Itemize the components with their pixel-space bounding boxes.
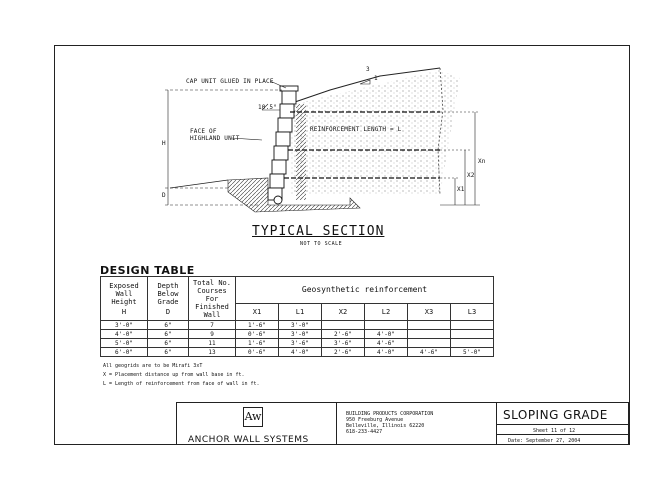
table-cell: 5'-0" xyxy=(101,339,148,348)
dim-x2-label: X2 xyxy=(467,172,475,179)
table-cell: 13 xyxy=(189,348,236,357)
col-x2: X2 xyxy=(322,304,365,321)
table-cell: 4'-6" xyxy=(408,348,451,357)
section-title: TYPICAL SECTION xyxy=(252,224,385,239)
drawing-title: SLOPING GRADE xyxy=(503,408,608,422)
address-line: Belleville, Illinois 62220 xyxy=(346,423,425,429)
col-total-courses: Total No. Courses For Finished Wall xyxy=(189,277,236,321)
table-cell: 3'-6" xyxy=(279,339,322,348)
table-cell: 0'-6" xyxy=(236,348,279,357)
table-cell: 3'-6" xyxy=(322,339,365,348)
design-table-title: DESIGN TABLE xyxy=(100,264,195,277)
table-cell: 1'-6" xyxy=(236,321,279,330)
table-cell: 1'-6" xyxy=(236,339,279,348)
table-cell: 3'-0" xyxy=(279,330,322,339)
slope-ratio-top: 1 xyxy=(374,75,378,82)
col-l2: L2 xyxy=(365,304,408,321)
table-cell: 6" xyxy=(148,321,189,330)
note-line: All geogrids are to be Mirafi 3xT xyxy=(103,363,203,369)
col-exposed-height-label: Exposed Wall Height xyxy=(109,281,139,306)
table-cell: 4'-0" xyxy=(365,348,408,357)
drawing-date: Date: September 27, 2004 xyxy=(508,438,581,444)
col-l1: L1 xyxy=(279,304,322,321)
company-name: ANCHOR WALL SYSTEMS xyxy=(188,435,309,445)
col-x3: X3 xyxy=(408,304,451,321)
table-cell: 2'-6" xyxy=(322,330,365,339)
table-cell: 11 xyxy=(189,339,236,348)
anchor-logo-icon: Aw xyxy=(243,407,263,427)
table-cell: 4'-0" xyxy=(279,348,322,357)
cap-unit-label: CAP UNIT GLUED IN PLACE xyxy=(186,78,274,85)
batter-angle-label: 10.5° xyxy=(258,104,278,111)
company-address xyxy=(346,411,433,435)
reinforcement-length-label: REINFORCEMENT LENGTH = L xyxy=(310,126,402,133)
table-cell: 4'-6" xyxy=(365,339,408,348)
table-cell: 3'-0" xyxy=(101,321,148,330)
table-cell: 3'-0" xyxy=(279,321,322,330)
table-cell: 2'-6" xyxy=(322,348,365,357)
table-cell: 9 xyxy=(189,330,236,339)
dim-d-label: D xyxy=(162,192,166,199)
col-x1: X1 xyxy=(236,304,279,321)
table-cell: 6" xyxy=(148,330,189,339)
table-cell: 4'-0" xyxy=(101,330,148,339)
col-geosynthetic: Geosynthetic reinforcement xyxy=(236,277,494,304)
table-cell: 6" xyxy=(148,339,189,348)
dim-h-label: H xyxy=(162,140,166,147)
dim-x1-label: X1 xyxy=(457,186,465,193)
table-cell: 6" xyxy=(148,348,189,357)
address-line: 618-233-4427 xyxy=(346,429,383,435)
section-subtitle: NOT TO SCALE xyxy=(300,241,343,247)
face-of-unit-label: FACE OF HIGHLAND UNIT xyxy=(190,128,240,142)
table-cell: 7 xyxy=(189,321,236,330)
col-l3: L3 xyxy=(451,304,494,321)
table-cell: 5'-0" xyxy=(451,348,494,357)
address-line: 950 Freeburg Avenue xyxy=(346,417,404,423)
table-cell: 6'-0" xyxy=(101,348,148,357)
col-depth-below-label: Depth Below Grade xyxy=(157,281,179,306)
table-cell: 0'-6" xyxy=(236,330,279,339)
sheet-number: Sheet 11 of 12 xyxy=(533,428,576,434)
col-exposed-height-symbol: H xyxy=(121,307,127,316)
table-cell: 4'-0" xyxy=(365,330,408,339)
address-line: BUILDING PRODUCTS CORPORATION xyxy=(346,411,434,417)
dim-xn-label: Xn xyxy=(478,158,486,165)
note-line: X = Placement distance up from wall base in ft. xyxy=(103,372,245,378)
col-depth-below-symbol: D xyxy=(165,307,171,316)
slope-ratio-bottom: 3 xyxy=(366,66,370,73)
note-line: L = Length of reinforcement from face of wall in ft. xyxy=(103,381,260,387)
